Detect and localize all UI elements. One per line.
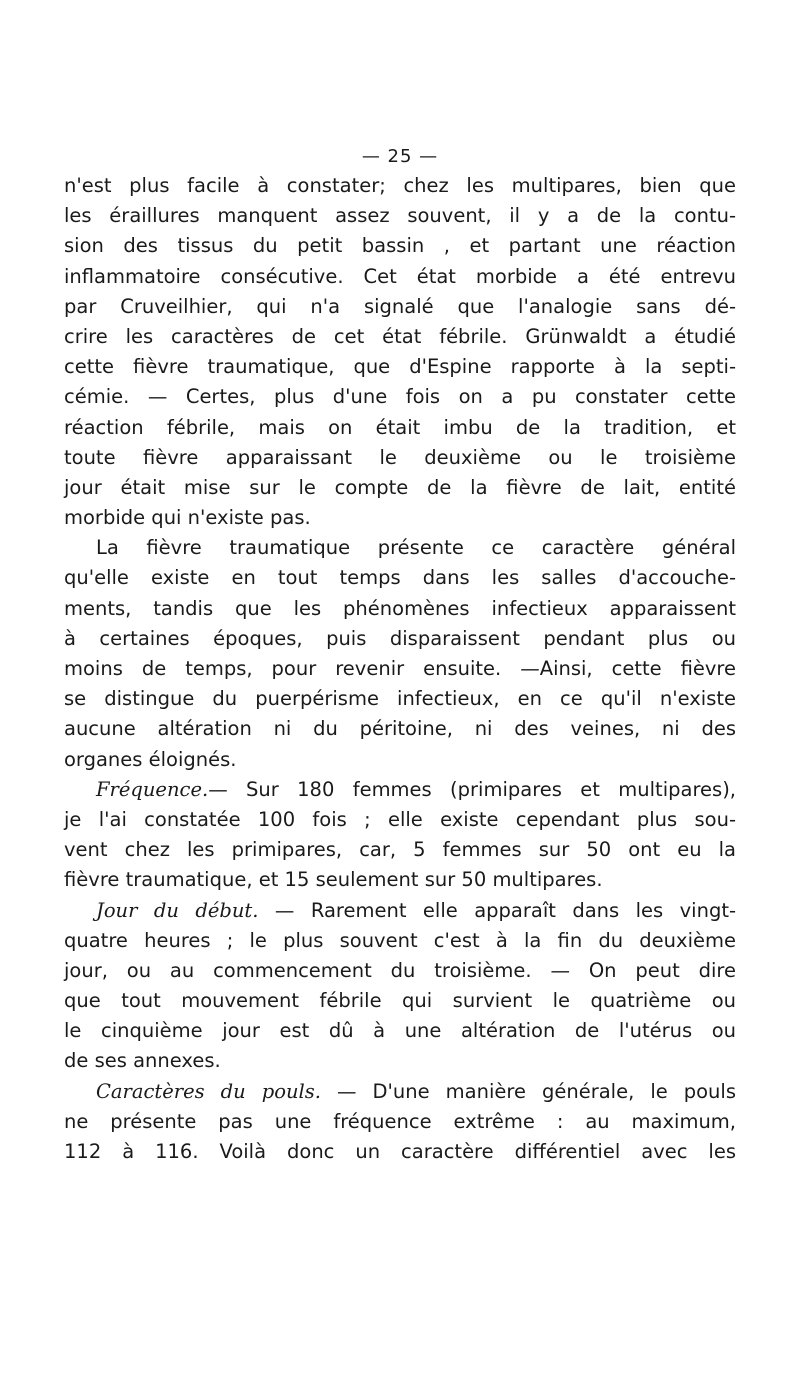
text-line <box>64 352 736 382</box>
text-line <box>64 714 736 744</box>
text-line <box>64 443 736 473</box>
line-text: morbide qui n'existe pas. <box>64 506 311 530</box>
text-line <box>64 1046 736 1076</box>
line-text: organes éloignés. <box>64 747 237 771</box>
section-heading: Jour du début. <box>96 898 259 922</box>
line-text: — Rarement elle apparaît dans les vingt- <box>258 898 736 922</box>
line-text: crire les caractères de cet état fébrile. Grünwaldt a étudié <box>64 324 736 348</box>
text-line <box>64 231 736 261</box>
line-text: que tout mouvement fébrile qui survient le quatrième ou <box>64 989 736 1013</box>
line-text: sion des tissus du petit bassin , et partant une réaction <box>64 234 736 258</box>
text-line <box>64 292 736 322</box>
line-text: toute fièvre apparaissant le deuxième ou le troisième <box>64 445 736 469</box>
line-text: — Sur 180 femmes (primipares et multipares), <box>208 777 736 801</box>
body-text <box>64 171 736 1167</box>
line-text: fièvre traumatique, et 15 seulement sur 50 multipares. <box>64 868 603 892</box>
text-line <box>64 624 736 654</box>
text-line <box>64 322 736 352</box>
line-text: — D'une manière générale, le pouls <box>320 1079 736 1103</box>
line-text: La fièvre traumatique présente ce caractère général <box>96 536 736 560</box>
line-text: le cinquième jour est dû à une altération de l'utérus ou <box>64 1019 736 1043</box>
line-text: moins de temps, pour revenir ensuite. —Ainsi, cette fièvre <box>64 657 736 680</box>
line-text: inflammatoire consécutive. Cet état morbide a été entrevu <box>64 264 736 288</box>
text-line <box>64 533 736 563</box>
text-line <box>64 1107 736 1137</box>
line-text: cémie. — Certes, plus d'une fois on a pu constater cette <box>64 385 736 409</box>
text-line <box>64 1077 736 1107</box>
text-line <box>64 896 736 926</box>
line-text: je l'ai constatée 100 fois ; elle existe cependant plus sou- <box>64 807 736 831</box>
line-text: réaction fébrile, mais on était imbu de la tradition, et <box>64 415 736 439</box>
text-line <box>64 654 736 684</box>
line-text: jour était mise sur le compte de la fièvre de lait, entité <box>64 475 736 499</box>
text-line <box>64 201 736 231</box>
text-line <box>64 382 736 412</box>
section-heading: Fréquence. <box>96 777 209 801</box>
text-line <box>64 956 736 986</box>
text-line <box>64 171 736 201</box>
text-line <box>64 745 736 775</box>
line-text: quatre heures ; le plus souvent c'est à la fin du deuxième <box>64 928 736 952</box>
page-number: — 25 — <box>361 146 439 167</box>
line-text: ments, tandis que les phénomènes infectieux apparaissent <box>64 596 736 620</box>
text-line <box>64 835 736 865</box>
text-line <box>64 865 736 895</box>
line-text: à certaines époques, puis disparaissent pendant plus ou <box>64 626 736 650</box>
line-text: les éraillures manquent assez souvent, il y a de la contu- <box>64 204 736 228</box>
line-text: ne présente pas une fréquence extrême : au maximum, <box>64 1109 736 1133</box>
text-line <box>64 262 736 292</box>
line-text: aucune altération ni du péritoine, ni des veines, ni des <box>64 717 736 741</box>
text-line <box>64 413 736 443</box>
line-text: de ses annexes. <box>64 1049 221 1073</box>
text-line <box>64 926 736 956</box>
line-text: se distingue du puerpérisme infectieux, en ce qu'il n'existe <box>64 687 736 711</box>
text-line <box>64 805 736 835</box>
line-text: vent chez les primipares, car, 5 femmes sur 50 ont eu la <box>64 838 736 862</box>
line-text: n'est plus facile à constater; chez les multipares, bien que <box>64 174 736 197</box>
text-line <box>64 775 736 805</box>
text-line <box>64 473 736 503</box>
line-text: 112 à 116. Voilà donc un caractère différentiel avec les <box>64 1140 736 1163</box>
text-line <box>64 503 736 533</box>
text-line <box>64 684 736 714</box>
line-text: jour, ou au commencement du troisième. — On peut dire <box>64 958 736 982</box>
line-text: qu'elle existe en tout temps dans les salles d'accouche- <box>64 566 736 590</box>
text-line <box>64 1016 736 1046</box>
text-line <box>64 986 736 1016</box>
line-text: cette fièvre traumatique, que d'Espine rapporte à la septi- <box>64 355 736 379</box>
text-line <box>64 1137 736 1167</box>
section-heading: Caractères du pouls. <box>96 1079 321 1103</box>
text-line <box>64 594 736 624</box>
line-text: par Cruveilhier, qui n'a signalé que l'analogie sans dé- <box>64 294 736 318</box>
text-line <box>64 563 736 593</box>
